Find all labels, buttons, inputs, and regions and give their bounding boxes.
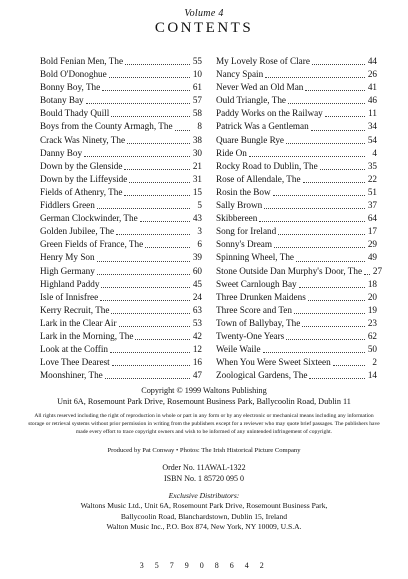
page-number: 60 [192,265,202,276]
page-number: 17 [367,226,377,237]
dot-leader [84,155,190,157]
contents-entry [40,291,202,304]
dot-leader [333,364,365,366]
page-number: 12 [192,344,202,355]
page-number: 43 [192,213,202,224]
dot-leader [105,377,190,379]
order-number: Order No. 11AWAL-1322 [162,463,246,472]
contents-entry [216,147,377,160]
page-number: 53 [192,317,202,328]
page-number: 47 [192,370,202,381]
volume-label: Volume 4 [184,8,224,19]
dot-leader [102,89,190,91]
song-title: Sweet Carnlough Bay [216,278,297,289]
page-number: 4 [372,147,377,158]
page-number: 35 [367,160,377,171]
contents-entry [216,278,377,291]
dot-leader [286,142,365,144]
page-number: 22 [367,173,377,184]
song-title: Look at the Coffin [40,344,108,355]
contents-entry [216,120,377,133]
contents-entry [216,356,377,369]
dot-leader [135,338,190,340]
song-title: Boys from the County Armagh, The [40,121,173,132]
contents-entry [40,120,202,133]
dot-leader [265,76,365,78]
contents-entry [216,107,377,120]
page-number: 39 [192,252,202,263]
dot-leader [145,246,190,248]
page-number: 50 [367,344,377,355]
song-title: Bonny Boy, The [40,82,101,93]
copyright-line: Copyright © 1999 Waltons Publishing [141,386,267,395]
dot-leader [308,299,365,301]
contents-entry [216,173,377,186]
song-title: Stone Outside Dan Murphy's Door, The [216,265,363,276]
dot-leader [325,115,365,117]
contents-entry [216,251,377,264]
page-number: 30 [192,147,202,158]
song-title: When You Were Sweet Sixteen [216,357,331,368]
dot-leader [119,325,190,327]
dot-leader [303,181,365,183]
song-title: Danny Boy [40,147,83,158]
page-number: 64 [367,213,377,224]
song-title: Bould Thady Quill [40,108,110,119]
song-title: Crack Was Ninety, The [40,134,126,145]
page-number: 44 [367,56,377,66]
page-number: 31 [192,173,202,184]
isbn-number: ISBN No. 1 85720 095 0 [163,473,244,483]
dot-leader [296,260,365,262]
song-title: Ride On [216,147,247,158]
dot-leader [97,260,190,262]
page-number: 20 [367,291,377,302]
song-title: Twenty-One Years [216,330,285,341]
page-number: 2 [372,357,377,368]
contents-column-right [216,55,383,382]
song-title: Sally Brown [216,200,263,211]
song-title: Nancy Spain [216,69,264,80]
dot-leader [112,364,190,366]
dot-leader [175,129,190,131]
page-number: 37 [367,200,377,211]
distributors-label: Exclusive Distributors: [168,491,240,500]
song-title: Isle of Innisfree [40,291,99,302]
contents-entry [216,225,377,238]
credits-line: Produced by Pat Conway • Photos: The Irish Historical Picture Company [107,447,301,454]
contents-entry [40,278,202,291]
page-number: 38 [192,134,202,145]
dot-leader [111,312,190,314]
contents-entry [216,238,377,251]
song-title: German Clockwinder, The [40,213,138,224]
publisher-address: Unit 6A, Rosemount Park Drive, Rosemount Business Park, Ballycoolin Road, Dublin 11 [57,397,351,406]
contents-entry [40,81,202,94]
page-number: 23 [367,317,377,328]
dot-leader [111,115,190,117]
dot-leader [97,207,190,209]
page-number: 15 [192,186,202,197]
contents-entry [216,94,377,107]
song-title: Bold O'Donoghue [40,69,107,80]
dot-leader [259,220,365,222]
contents-entry [40,265,202,278]
song-title: Golden Jubilee, The [40,226,115,237]
page-number: 27 [372,265,383,276]
song-title: Spinning Wheel, The [216,252,294,263]
page-number: 58 [192,108,202,119]
song-title: Paddy Works on the Railway [216,108,323,119]
song-title: Patrick Was a Gentleman [216,121,309,132]
copyright-block [0,385,408,407]
song-title: Down by the Glenside [40,160,123,171]
contents-entry [40,55,202,68]
dot-leader [364,273,370,275]
song-title: Weile Waile [216,344,261,355]
contents-entry [40,304,202,317]
song-title: Quare Bungle Rye [216,134,285,145]
song-title: Three Score and Ten [216,304,292,315]
page-number: 3 [197,226,202,237]
dot-leader [320,168,365,170]
dot-leader [299,286,365,288]
dot-leader [129,181,190,183]
distributor-line: Waltons Music Ltd., Unit 6A, Rosemount Park Drive, Rosemount Business Park, [80,501,328,511]
contents-entry [216,212,377,225]
song-title: Down by the Liffeyside [40,173,128,184]
contents-entry [40,134,202,147]
dot-leader [263,351,365,353]
contents-entry [216,55,377,68]
contents-entry [216,160,377,173]
dot-leader [110,351,190,353]
distributor-line: Walton Music Inc., P.O. Box 874, New York, NY 10009, U.S.A. [106,522,302,532]
page-number: 57 [192,95,202,106]
page-title: CONTENTS [154,20,254,36]
song-title: Bold Fenian Men, The [40,56,124,66]
contents-entry [216,343,377,356]
song-title: Zoological Gardens, The [216,370,308,381]
dot-leader [100,299,190,301]
dot-leader [97,273,190,275]
page-number: 14 [367,370,377,381]
contents-entry [40,238,202,251]
contents-entry [40,369,202,382]
dot-leader [86,102,190,104]
dot-leader [309,377,365,379]
contents-entry [40,343,202,356]
dot-leader [109,76,190,78]
dot-leader [127,142,190,144]
dot-leader [249,155,365,157]
print-code: 3 5 7 9 0 8 6 4 2 [139,561,269,570]
contents-entry [40,317,202,330]
page-number: 42 [192,330,202,341]
page-number: 45 [192,278,202,289]
page-number: 62 [367,330,377,341]
contents-entry [216,330,377,343]
contents-entry [216,291,377,304]
song-title: Rosin the Bow [216,186,271,197]
page-number: 49 [367,252,377,263]
contents-entry [216,199,377,212]
contents-entry [216,317,377,330]
song-title: Kerry Recruit, The [40,304,110,315]
contents-entry [40,199,202,212]
contents-entry [40,356,202,369]
page-number: 63 [192,304,202,315]
contents-entry [40,186,202,199]
order-block [0,463,408,484]
contents-entry [216,81,377,94]
song-title: Fields of Athenry, The [40,186,123,197]
page-number: 46 [367,95,377,106]
contents-entry [40,225,202,238]
song-title: Ould Triangle, The [216,95,287,106]
song-title: Fiddlers Green [40,200,95,211]
dot-leader [274,246,365,248]
contents-entry [40,147,202,160]
page-number: 16 [192,357,202,368]
contents-column-left [40,55,202,382]
distributor-line: Ballycoolin Road, Blanchardstown, Dublin 15, Ireland [120,511,288,521]
song-title: Love Thee Dearest [40,357,110,368]
song-title: Rose of Allendale, The [216,173,301,184]
contents-entry [216,369,377,382]
dot-leader [140,220,190,222]
dot-leader [124,194,190,196]
contents-entry [40,251,202,264]
contents-entry [216,186,377,199]
page-number: 34 [367,121,377,132]
dot-leader [286,338,365,340]
song-title: Rocky Road to Dublin, The [216,160,318,171]
dot-leader [302,325,365,327]
page-number: 10 [192,69,202,80]
page-number: 26 [367,69,377,80]
page-number: 61 [192,82,202,93]
page-number: 29 [367,239,377,250]
contents-entry [216,68,377,81]
dot-leader [305,89,365,91]
song-title: Henry My Son [40,252,95,263]
contents-entry [216,265,383,278]
song-title: Song for Ireland [216,226,277,237]
song-title: Moonshiner, The [40,370,103,381]
contents-entry [40,212,202,225]
contents-entry [216,134,377,147]
dot-leader [124,168,190,170]
distributors-block [0,491,408,533]
song-title: High Germany [40,265,95,276]
page-number: 11 [368,108,377,119]
song-title: Never Wed an Old Man [216,82,304,93]
song-title: Lark in the Morning, The [40,330,134,341]
song-title: Green Fields of France, The [40,239,144,250]
song-title: Three Drunken Maidens [216,291,306,302]
dot-leader [278,233,365,235]
contents-entry [216,304,377,317]
dot-leader [125,63,190,65]
page-number: 21 [192,160,202,171]
dot-leader [264,207,365,209]
page-number: 51 [367,186,377,197]
song-title: Lark in the Clear Air [40,317,117,328]
dot-leader [312,63,365,65]
page-number: 6 [197,239,202,250]
song-title: My Lovely Rose of Clare [216,56,310,66]
page-number: 54 [367,134,377,145]
song-title: Town of Ballybay, The [216,317,301,328]
page-number: 18 [367,278,377,289]
page-number: 5 [197,200,202,211]
page-number: 41 [367,82,377,93]
contents-entry [40,173,202,186]
page-number: 19 [367,304,377,315]
contents-entry [40,160,202,173]
page-number: 8 [197,121,202,132]
dot-leader [294,312,365,314]
rights-notice: All rights reserved including the right of reproduction in whole or part in any form or by any electronic or mechanical means including any information storage or retrieval systems without prior permission in writing from the publishers except for a reviewer who may quote brief passages. The publishers have made every effort to trace copyright owners and wish to be informed of any unintended infringement of copyright. [28,413,380,436]
song-title: Skibbereen [216,213,258,224]
contents-entry [40,107,202,120]
song-title: Botany Bay [40,95,84,106]
song-title: Highland Paddy [40,278,100,289]
page-number: 24 [192,291,202,302]
contents-entry [40,68,202,81]
dot-leader [273,194,365,196]
dot-leader [116,233,190,235]
contents-entry [40,94,202,107]
dot-leader [101,286,190,288]
contents-entry [40,330,202,343]
song-title: Sonny's Dream [216,239,273,250]
dot-leader [288,102,365,104]
page-number: 55 [192,56,202,66]
dot-leader [311,129,365,131]
